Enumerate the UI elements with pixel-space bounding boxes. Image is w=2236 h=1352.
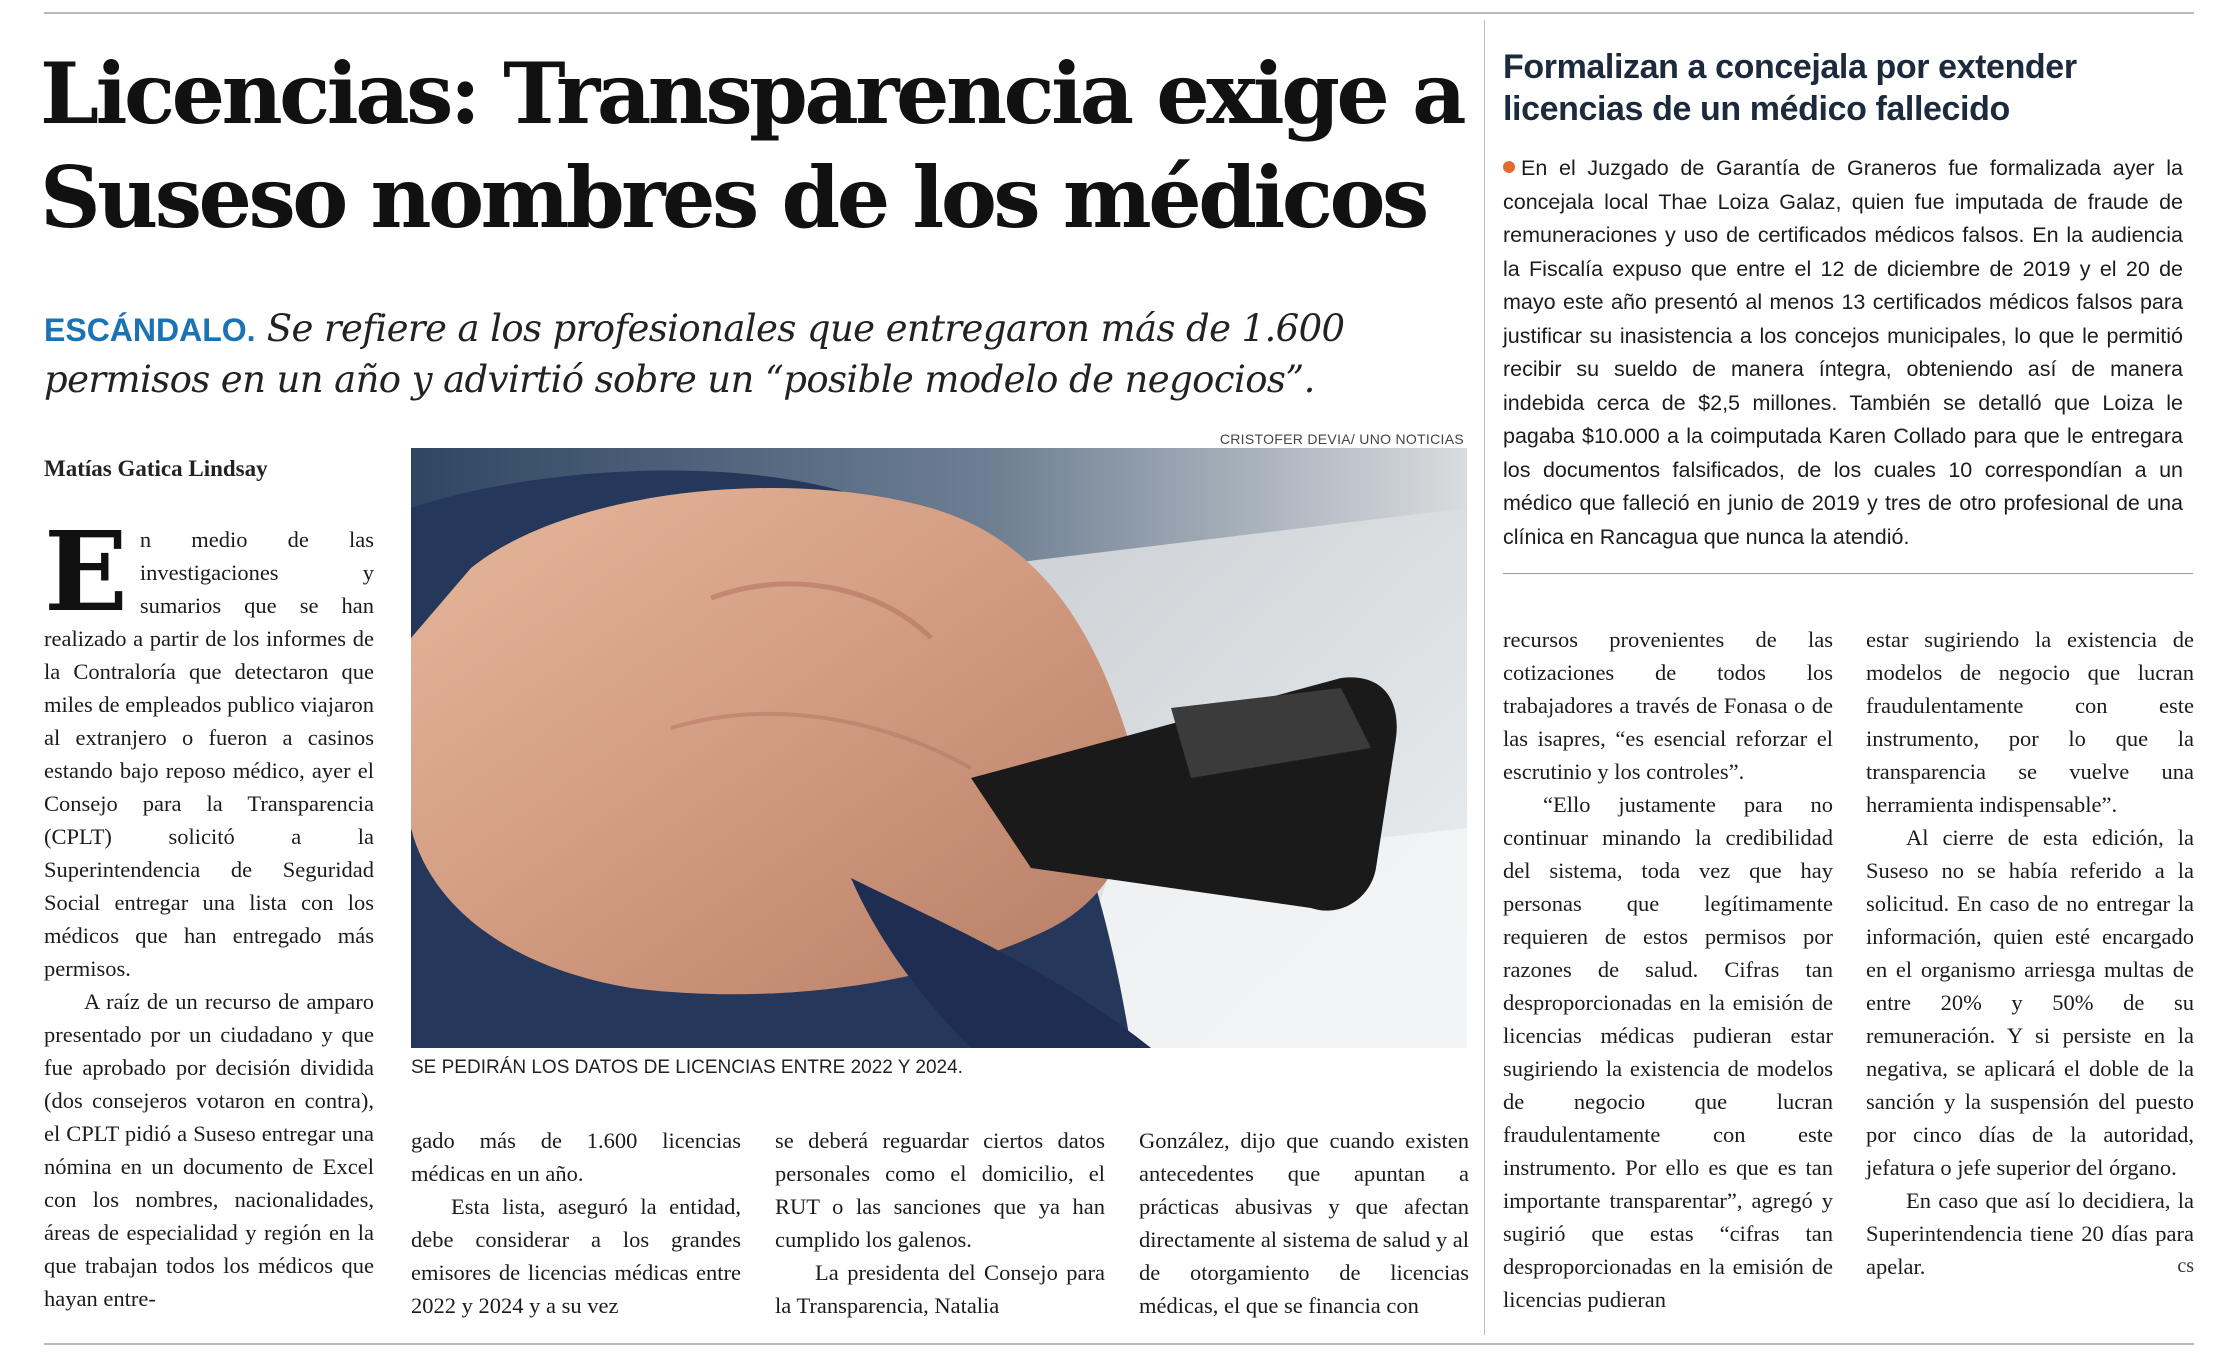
- deck: [44, 304, 1464, 405]
- photo-hand-stamp: [411, 448, 1467, 1048]
- bottom-rule: [44, 1343, 2194, 1345]
- end-mark: cs: [2177, 1255, 2194, 1277]
- article-column-4: [1139, 1124, 1469, 1322]
- paragraph: “Ello justamente para no continuar minando la credibilidad del sistema, toda vez que hay personas que legítimamente requieren de estos permisos por razones de salud. Cifras tan desproporcionadas en la emisión de licencias médicas pudieran estar sugiriendo la existencia de modelos de negocio que lucran fraudulentamente con este instrumento. Por ello es que es tan importante transparentar”, agregó y sugirió que estas “cifras tan desproporcionadas en la emisión de licencias pudieran: [1503, 792, 1833, 1312]
- headline: Licencias: Transparencia exige a Suseso nombres de los médicos: [40, 44, 1464, 247]
- paragraph: González, dijo que cuando existen antecedentes que apuntan a prácticas abusivas y que afectan directamente al sistema de salud y al de otorgamiento de licencias médicas, el que se financia con: [1139, 1128, 1469, 1318]
- paragraph: Esta lista, aseguró la entidad, debe considerar a los grandes emisores de licencias médicas entre 2022 y 2024 y a su vez: [411, 1194, 741, 1318]
- paragraph: La presidenta del Consejo para la Transparencia, Natalia: [775, 1260, 1105, 1318]
- deck-kicker: ESCÁNDALO.: [44, 312, 256, 348]
- sidebar-headline: Formalizan a concejala por extender licencias de un médico fallecido: [1503, 48, 2077, 128]
- sidebar-text: En el Juzgado de Garantía de Graneros fue formalizada ayer la concejala local Thae Loiza Galaz, quien fue imputada de fraude de remuneraciones y uso de certificados médicos falsos. En la audiencia la Fiscalía expuso que entre el 12 de diciembre de 2019 y el 20 de mayo este año presentó al menos 13 certificados médicos falsos para justificar su inasistencia a los concejos municipales, lo que le permitió recibir su sueldo de manera íntegra, obteniendo así de manera indebida cerca de $2,5 millones. También se detalló que Loiza le pagaba $10.000 a la coimputada Karen Collado para que le entregara los documentos falsificados, de los cuales 10 correspondían a un médico que falleció en junio de 2019 y tres de otro profesional de una clínica en Rancagua que nunca la atendió.: [1503, 156, 2183, 549]
- top-rule: [44, 12, 2194, 14]
- article-photo: [411, 448, 1467, 1048]
- article-column-6: [1866, 623, 2194, 1283]
- closing-text: En caso que así lo decidiera, la Superintendencia tiene 20 días para apelar.: [1866, 1188, 2194, 1279]
- photo-credit: CRISTOFER DEVIA/ UNO NOTICIAS: [1219, 431, 1464, 447]
- paragraph: [1866, 1184, 2194, 1283]
- article-column-3: [775, 1124, 1105, 1322]
- column-divider: [1484, 20, 1485, 1335]
- bullet-icon: [1503, 161, 1515, 173]
- article-column-5: [1503, 623, 1833, 1316]
- deck-text: Se refiere a los profesionales que entregaron más de 1.600 permisos en un año y advirtió sobre un “posible modelo de negocios”.: [44, 307, 1345, 401]
- byline: Matías Gatica Lindsay: [44, 456, 268, 481]
- paragraph: recursos provenientes de las cotizaciones de todos los trabajadores a través de Fonasa o de las isapres, “es esencial reforzar el escrutinio y los controles”.: [1503, 627, 1833, 784]
- photo-caption: SE PEDIRÁN LOS DATOS DE LICENCIAS ENTRE 2022 Y 2024.: [411, 1057, 963, 1078]
- sidebar-body: [1503, 152, 2183, 554]
- paragraph: Al cierre de esta edición, la Suseso no se había referido a la solicitud. En caso de no entregar la información, quien esté encargado en el organismo arriesga multas de entre 20% y 50% de su remuneración. Y si persiste en la negativa, se aplicará el doble de la sanción y la suspensión del puesto por cinco días de la autoridad, jefatura o jefe superior del órgano.: [1866, 825, 2194, 1180]
- paragraph: estar sugiriendo la existencia de modelos de negocio que lucran fraudulentamente con este instrumento, por lo que la transparencia se vuelve una herramienta indispensable”.: [1866, 627, 2194, 817]
- sidebar-divider: [1503, 573, 2193, 574]
- article-column-2: [411, 1124, 741, 1322]
- paragraph: n medio de las investigaciones y sumarios que se han realizado a partir de los informes de la Contraloría que detectaron que miles de empleados publico viajaron al extranjero o fueron a casinos estando bajo reposo médico, ayer el Consejo para la Transparencia (CPLT) solicitó a la Superintendencia de Seguridad Social entregar una lista con los médicos que han entregado más permisos.: [44, 527, 374, 981]
- article-column-1: [44, 507, 374, 1315]
- dropcap: E: [44, 507, 128, 636]
- paragraph: A raíz de un recurso de amparo presentado por un ciudadano y que fue aprobado por decisión dividida (dos consejeros votaron en contra), el CPLT pidió a Suseso entregar una nómina en un documento de Excel con los nombres, nacionalidades, áreas de especialidad y región en la que trabajan todos los médicos que hayan entre-: [44, 989, 374, 1311]
- paragraph: gado más de 1.600 licencias médicas en un año.: [411, 1128, 741, 1186]
- paragraph: se deberá reguardar ciertos datos personales como el domicilio, el RUT o las sanciones que ya han cumplido los galenos.: [775, 1128, 1105, 1252]
